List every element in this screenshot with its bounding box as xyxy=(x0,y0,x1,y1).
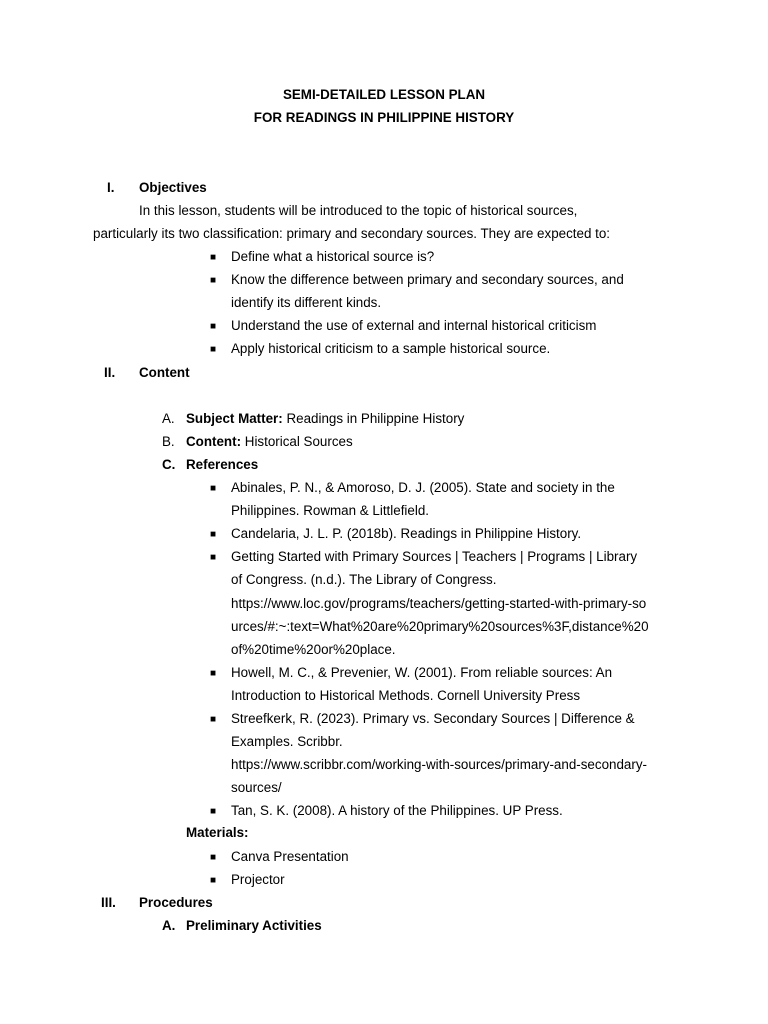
subject-matter-label: Subject Matter: xyxy=(186,411,283,426)
list-item-line: https://www.scribbr.com/working-with-sources/primary-and-secondary- xyxy=(231,757,647,773)
list-item-line: Understand the use of external and internal historical criticism xyxy=(231,318,597,334)
section-heading-procedures: Procedures xyxy=(139,895,213,910)
list-item-line: Philippines. Rowman & Littlefield. xyxy=(231,503,429,519)
list-item-line: of Congress. (n.d.). The Library of Congress. xyxy=(231,572,497,588)
subject-matter-value: Readings in Philippine History xyxy=(282,411,465,426)
content-label: Content: xyxy=(186,434,242,449)
list-item-line: identify its different kinds. xyxy=(231,295,382,311)
title-line-2: FOR READINGS IN PHILIPPINE HISTORY xyxy=(253,110,515,125)
content-value: Historical Sources xyxy=(241,434,353,449)
list-item-line: Examples. Scribbr. xyxy=(231,734,343,750)
bullet-icon: ■ xyxy=(210,552,217,564)
list-item-line: Know the difference between primary and secondary sources, and xyxy=(231,272,624,288)
bullet-icon: ■ xyxy=(210,667,217,679)
list-item-line: Getting Started with Primary Sources | Teachers | Programs | Library xyxy=(231,549,638,565)
title-line-1: SEMI-DETAILED LESSON PLAN xyxy=(282,87,486,102)
bullet-icon: ■ xyxy=(210,806,217,818)
bullet-icon: ■ xyxy=(210,483,217,494)
item-letter-subject-matter: A. xyxy=(162,411,175,426)
references-heading: References xyxy=(186,457,259,472)
list-item-line: Introduction to Historical Methods. Cornell University Press xyxy=(231,687,581,703)
list-item-line: Define what a historical source is? xyxy=(231,249,435,264)
subject-matter-line xyxy=(186,411,464,427)
list-item-line: Streefkerk, R. (2023). Primary vs. Secondary Sources | Difference & xyxy=(231,711,635,726)
list-item-line: https://www.loc.gov/programs/teachers/getting-started-with-primary-so xyxy=(231,595,647,611)
section-numeral-procedures: III. xyxy=(101,895,116,910)
bullet-icon: ■ xyxy=(210,252,217,263)
preliminary-activities-heading: Preliminary Activities xyxy=(186,918,322,933)
section-numeral-objectives: I. xyxy=(107,180,115,195)
list-item-line: of%20time%20or%20place. xyxy=(231,641,396,657)
list-item-line: Candelaria, J. L. P. (2018b). Readings in Philippine History. xyxy=(231,526,582,542)
list-item-line: Abinales, P. N., & Amoroso, D. J. (2005). State and society in the xyxy=(231,480,615,495)
bullet-icon: ■ xyxy=(210,275,217,287)
list-item-line: sources/ xyxy=(231,780,282,796)
objectives-intro-line-2: particularly its two classification: primary and secondary sources. They are expected to: xyxy=(93,226,611,241)
objectives-intro-line-1: In this lesson, students will be introduced to the topic of historical sources, xyxy=(139,203,578,218)
item-letter-preliminary: A. xyxy=(162,918,176,933)
bullet-icon: ■ xyxy=(210,321,217,333)
list-item-line: Howell, M. C., & Prevenier, W. (2001). From reliable sources: An xyxy=(231,664,613,680)
section-heading-objectives: Objectives xyxy=(139,180,207,195)
bullet-icon: ■ xyxy=(210,529,217,541)
materials-heading: Materials: xyxy=(186,825,249,840)
list-item-line: Canva Presentation xyxy=(231,849,349,864)
list-item-line: Tan, S. K. (2008). A history of the Philippines. UP Press. xyxy=(231,803,563,819)
item-letter-references: C. xyxy=(162,457,176,472)
bullet-icon: ■ xyxy=(210,344,217,356)
list-item-line: Apply historical criticism to a sample historical source. xyxy=(231,341,551,357)
list-item-line: Projector xyxy=(231,872,285,888)
section-heading-content: Content xyxy=(139,365,190,380)
list-item-line: urces/#:~:text=What%20are%20primary%20sources%3F,distance%20 xyxy=(231,618,649,634)
section-numeral-content: II. xyxy=(104,365,116,380)
content-line xyxy=(186,434,353,450)
bullet-icon: ■ xyxy=(210,875,217,887)
bullet-icon: ■ xyxy=(210,852,217,863)
bullet-icon: ■ xyxy=(210,714,217,725)
item-letter-content: B. xyxy=(162,434,175,449)
